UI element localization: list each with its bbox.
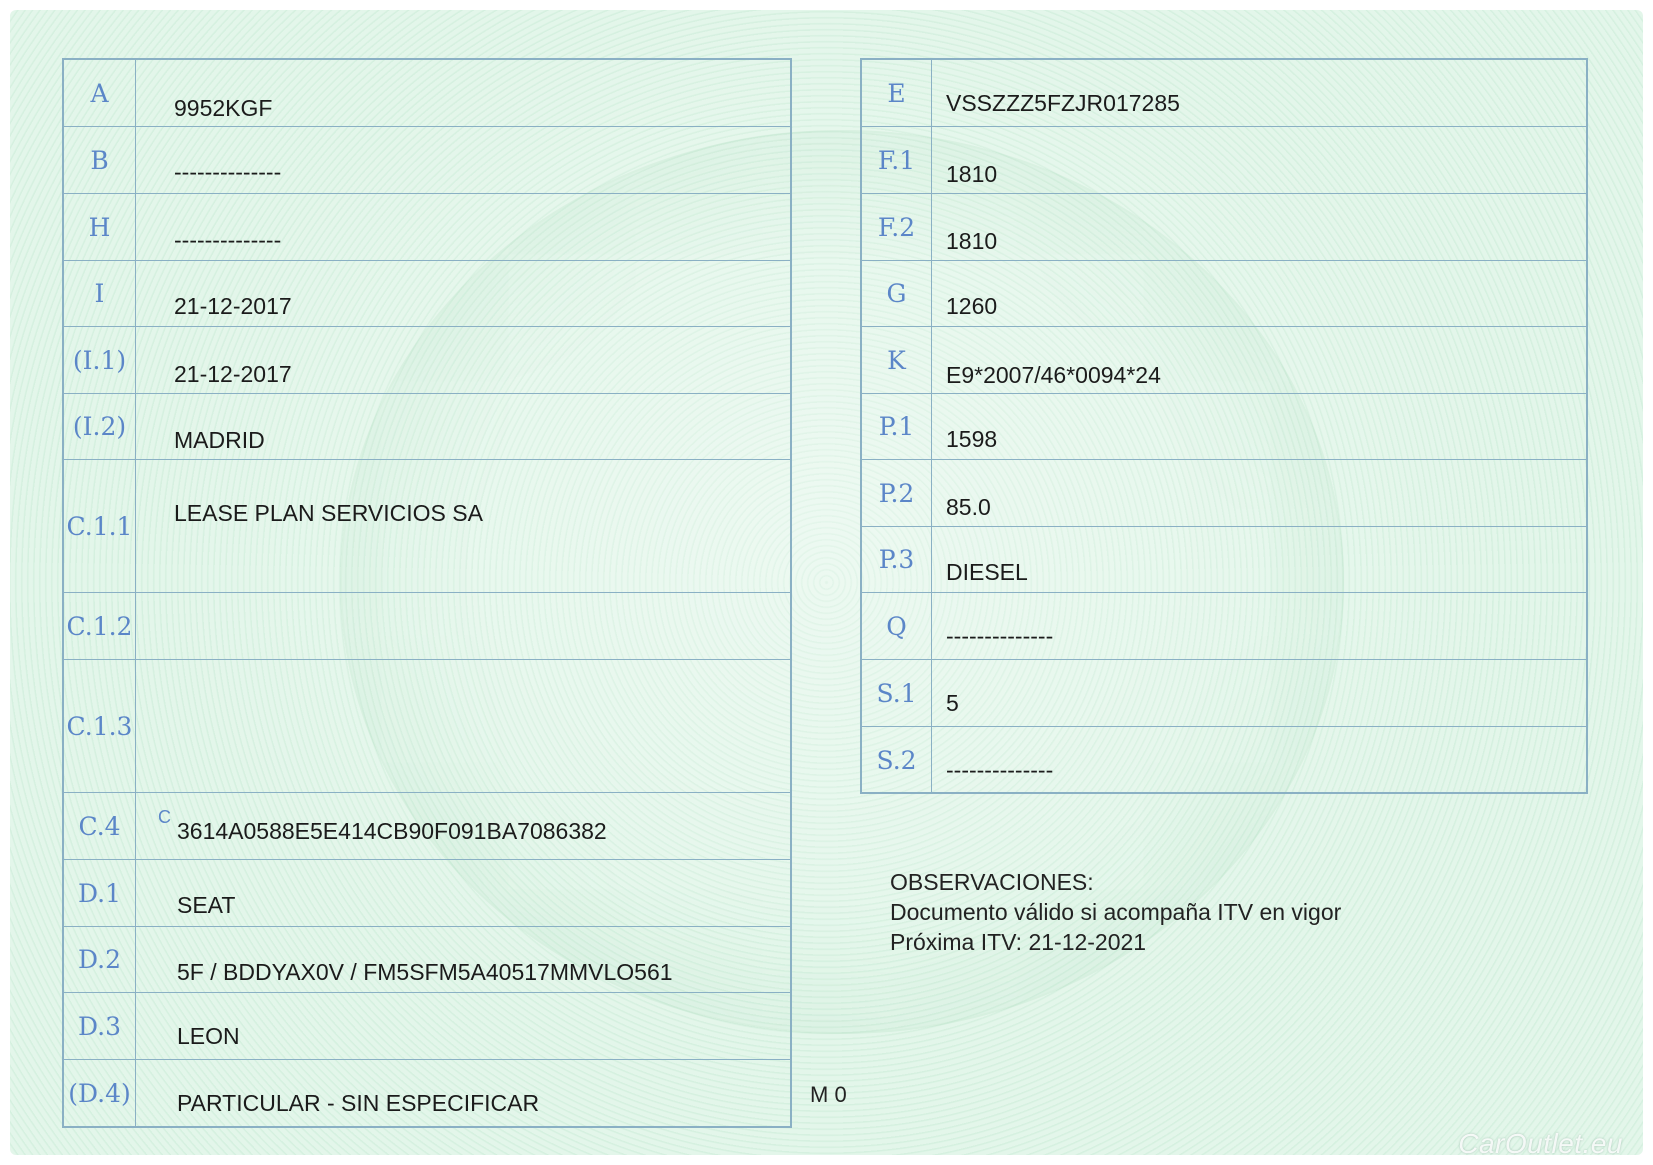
field-row-e <box>862 60 1586 127</box>
field-code: C.1.1 <box>64 460 136 592</box>
field-code: C.1.2 <box>64 593 136 659</box>
field-value: VSSZZZ5FZJR017285 <box>946 90 1180 116</box>
field-row-i1 <box>64 327 790 394</box>
field-code: F.2 <box>862 194 932 260</box>
field-code: E <box>862 60 932 126</box>
field-row-d1 <box>64 860 790 927</box>
field-row-q <box>862 593 1586 660</box>
field-value: -------------- <box>174 227 282 253</box>
field-value: 85.0 <box>946 494 991 520</box>
field-row-s1 <box>862 660 1586 727</box>
field-code: F.1 <box>862 127 932 193</box>
field-code: (I.1) <box>64 327 136 393</box>
observations-title: OBSERVACIONES: <box>890 869 1094 895</box>
m-code: M 0 <box>810 1082 847 1107</box>
field-row-p1 <box>862 394 1586 460</box>
field-row-f2 <box>862 194 1586 261</box>
field-code: D.2 <box>64 927 136 992</box>
field-code: G <box>862 261 932 326</box>
field-row-d3 <box>64 993 790 1060</box>
field-value: 5 <box>946 690 959 716</box>
field-value: SEAT <box>177 892 236 918</box>
field-code: K <box>862 327 932 393</box>
field-value: 1260 <box>946 293 998 319</box>
field-code: D.1 <box>64 860 136 926</box>
field-code: P.3 <box>862 527 932 592</box>
field-value: PARTICULAR - SIN ESPECIFICAR <box>177 1090 540 1116</box>
field-row-a <box>64 60 790 127</box>
field-row-h <box>64 194 790 261</box>
field-row-i <box>64 261 790 327</box>
field-row-k <box>862 327 1586 394</box>
observations-block <box>890 867 1341 957</box>
right-fields-table <box>860 58 1588 794</box>
field-prefix: C <box>158 807 171 827</box>
field-code: S.1 <box>862 660 932 726</box>
field-row-c12 <box>64 593 790 660</box>
field-code: B <box>64 127 136 193</box>
observations-line: Documento válido si acompaña ITV en vigor <box>890 899 1342 925</box>
field-value: LEASE PLAN SERVICIOS SA <box>174 500 483 526</box>
field-row-c11 <box>64 460 790 593</box>
field-code: (I.2) <box>64 394 136 459</box>
field-code: A <box>64 60 136 126</box>
field-row-f1 <box>862 127 1586 194</box>
field-code: P.1 <box>862 394 932 459</box>
field-code: (D.4) <box>64 1060 136 1126</box>
field-row-p2 <box>862 460 1586 527</box>
field-value: E9*2007/46*0094*24 <box>946 362 1161 388</box>
field-value: DIESEL <box>946 559 1028 585</box>
field-value: 21-12-2017 <box>174 361 292 387</box>
field-value: 1810 <box>946 161 998 187</box>
field-value: 1598 <box>946 426 998 452</box>
field-code: S.2 <box>862 727 932 793</box>
field-row-c4 <box>64 793 790 860</box>
field-value: 9952KGF <box>174 95 273 121</box>
field-value: 21-12-2017 <box>174 293 292 319</box>
field-row-g <box>862 261 1586 327</box>
field-value: -------------- <box>946 623 1054 649</box>
watermark-logo: CarOutlet.eu <box>1458 1128 1623 1159</box>
left-fields-table <box>62 58 792 1128</box>
field-value: 5F / BDDYAX0V / FM5SFM5A40517MMVLO561 <box>177 959 673 985</box>
field-row-c13 <box>64 660 790 793</box>
field-value: MADRID <box>174 427 265 453</box>
field-code: C.4 <box>64 793 136 859</box>
field-value: 3614A0588E5E414CB90F091BA7086382 <box>177 818 607 844</box>
observations-line: Próxima ITV: 21-12-2021 <box>890 929 1147 955</box>
field-row-i2 <box>64 394 790 460</box>
field-code: Q <box>862 593 932 659</box>
field-value: -------------- <box>946 757 1054 783</box>
field-code: D.3 <box>64 993 136 1059</box>
field-value: LEON <box>177 1023 240 1049</box>
field-row-d2 <box>64 927 790 993</box>
field-row-b <box>64 127 790 194</box>
field-code: I <box>64 261 136 326</box>
field-code: H <box>64 194 136 260</box>
field-row-d4 <box>64 1060 790 1126</box>
field-row-p3 <box>862 527 1586 593</box>
field-value: -------------- <box>174 159 282 185</box>
field-code: P.2 <box>862 460 932 526</box>
field-value: 1810 <box>946 228 998 254</box>
field-code: C.1.3 <box>64 660 136 792</box>
field-row-s2 <box>862 727 1586 793</box>
